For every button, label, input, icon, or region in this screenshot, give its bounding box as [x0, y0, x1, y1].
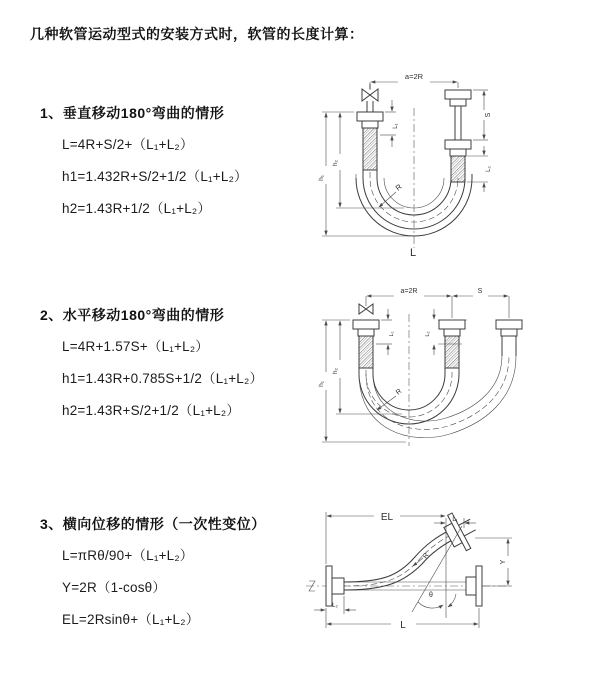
section-2 [40, 305, 325, 427]
dim-label-l1: L₁ [389, 331, 395, 337]
dim-label-l1: L₁ [452, 517, 458, 523]
formula-line: Y=2R（1-cosθ） [62, 580, 167, 595]
dim-label-theta: θ [429, 592, 433, 599]
formula-line: h1=1.432R+S/2+1/2（L₁+L₂） [62, 169, 248, 184]
right-pipe-fitting [496, 320, 522, 356]
formula-line: EL=2Rsinθ+（L₁+L₂） [62, 612, 200, 627]
section-3-heading: 3、横向位移的情形（一次性变位） [40, 516, 266, 532]
dim-label-a2r: a=2R [400, 288, 418, 295]
diagram-lateral-displacement [296, 496, 598, 648]
formula-line: h2=1.43R+S/2+1/2（L₁+L₂） [62, 403, 241, 418]
radius-leader [379, 182, 404, 207]
dim-label-y: Y [500, 559, 507, 565]
section-2-formulas [40, 331, 325, 427]
dim-label-el: EL [380, 512, 394, 523]
dimension-l [326, 608, 479, 631]
dim-label-r: R [393, 182, 404, 193]
hose-s-curve [344, 529, 458, 590]
valve-icon [362, 84, 378, 101]
dim-label-r: R [394, 387, 404, 397]
dim-label-l: L [400, 620, 406, 631]
section-1 [40, 103, 325, 225]
formula-line: h2=1.43R+1/2（L₁+L₂） [62, 201, 212, 216]
braided-hose-section [359, 336, 373, 368]
left-pipe-fitting [357, 101, 383, 170]
dimension-a2r [370, 72, 458, 90]
braided-hose-section [445, 336, 459, 368]
angle-theta [418, 592, 456, 608]
dimension-l1 [376, 309, 395, 355]
formula-line: L=4R+1.57S+（L₁+L₂） [62, 339, 209, 354]
section-1-formulas [40, 129, 325, 225]
dim-label-h2: h₂ [332, 159, 339, 167]
dim-label-a2r: a=2R [404, 72, 424, 81]
dimension-s [453, 288, 508, 296]
dimension-l2 [467, 146, 492, 192]
hose-u-bend-position-b [359, 356, 516, 438]
dim-label-h1: h₁ [318, 381, 325, 387]
diagram-vertical-180-bend [306, 66, 594, 264]
section-3-formulas [40, 540, 325, 636]
dim-label-h2: h₂ [332, 367, 339, 375]
dim-label-h1: h₁ [318, 175, 325, 181]
dim-label-l2: L₂ [332, 603, 338, 609]
dim-label-l2: L₂ [486, 166, 492, 172]
dimension-l2 [314, 596, 356, 614]
formula-line: L=πRθ/90+（L₁+L₂） [62, 548, 194, 563]
dimension-l1 [380, 100, 399, 147]
dim-label-l: L [410, 247, 417, 259]
dim-label-s: S [477, 288, 483, 295]
left-flange [326, 566, 344, 606]
section-1-heading: 1、垂直移动180°弯曲的情形 [40, 105, 225, 121]
right-lower-flange [466, 566, 482, 606]
dim-label-r: R [421, 551, 431, 561]
left-pipe-fitting [353, 320, 379, 368]
section-3 [40, 514, 325, 636]
section-2-heading: 2、水平移动180°弯曲的情形 [40, 307, 225, 323]
page-title: 几种软管运动型式的安装方式时，软管的长度计算： [30, 26, 364, 42]
formula-line: h1=1.43R+0.785S+1/2（L₁+L₂） [62, 371, 264, 386]
diagram-horizontal-180-bend [310, 284, 598, 456]
dim-label-l2: L₂ [425, 331, 431, 337]
dim-label-s: S [485, 112, 492, 118]
right-pipe-fittings [445, 90, 471, 182]
braided-hose-section [363, 128, 377, 170]
dimension-a2r [366, 288, 509, 318]
dim-label-l1: L₁ [393, 123, 399, 129]
dimension-s [473, 90, 492, 140]
formula-line: L=4R+S/2+（L₁+L₂） [62, 137, 194, 152]
